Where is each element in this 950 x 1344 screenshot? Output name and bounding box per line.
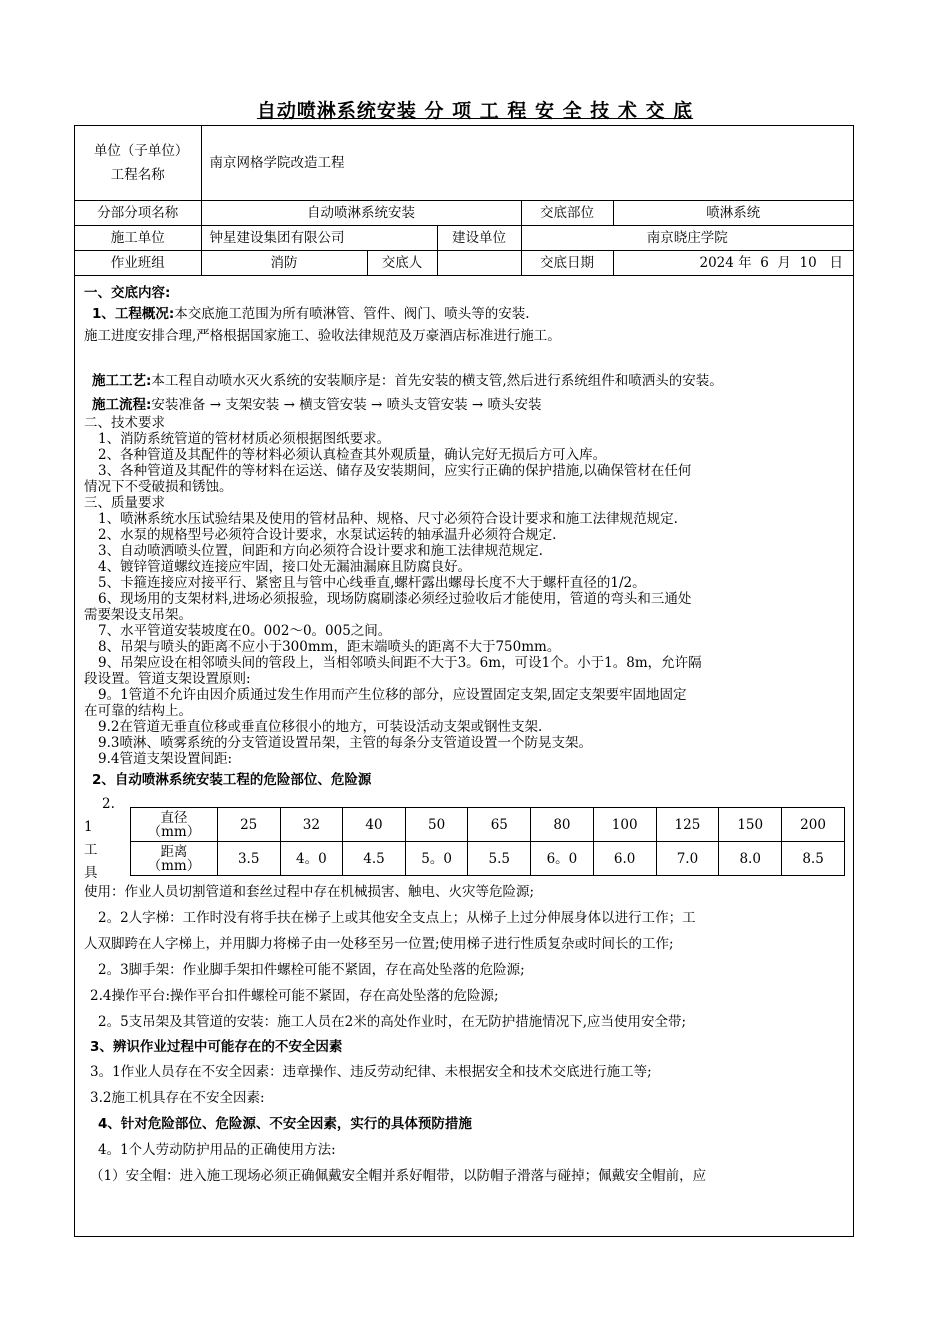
distance-cell: 4。0	[280, 842, 343, 876]
team-label: 作业班组	[75, 251, 201, 276]
tech-item: 2、各种管道及其配件的等材料必须认真检查其外观质量，确认完好无损后方可入库。	[98, 447, 607, 463]
diameter-cell: 100	[593, 808, 656, 842]
s3-line: 3.2施工机具存在不安全因素:	[90, 1090, 265, 1106]
distance-cell: 6。0	[531, 842, 594, 876]
diameter-cell: 125	[656, 808, 719, 842]
builder-label: 施工单位	[75, 226, 201, 251]
overview-line: 1、工程概况:本交底施工范围为所有喷淋管、管件、阀门、喷头等的安装.	[92, 306, 530, 322]
section-1-title: 一、交底内容:	[84, 285, 171, 301]
distance-label: 距离 （mm）	[131, 842, 218, 876]
distance-cell: 8.5	[782, 842, 845, 876]
hazard-line: 2。5支吊架及其管道的安装：施工人员在2米的高处作业时，在无防护措施情况下,应当使用安全带;	[98, 1014, 687, 1030]
owner-value: 南京晓庄学院	[521, 226, 853, 251]
diameter-label: 直径 （mm）	[131, 808, 218, 842]
quality-item: 段设置。管道支架设置原则:	[84, 671, 251, 687]
section-2-title: 2、自动喷淋系统安装工程的危险部位、危险源	[92, 772, 372, 788]
distance-cell: 7.0	[656, 842, 719, 876]
quality-item: 9、吊架应设在相邻喷头间的管段上，当相邻喷头间距不大于3。6m，可设1个。小于1。8m，允许隔	[98, 655, 702, 671]
diameter-cell: 65	[468, 808, 531, 842]
quality-item: 5、卡箍连接应对接平行、紧密且与管中心线垂直,螺杆露出螺母长度不大于螺杆直径的1/2。	[98, 575, 646, 591]
disclosure-form	[74, 125, 854, 1237]
diameter-cell: 25	[217, 808, 280, 842]
quality-item: 9.3喷淋、喷雾系统的分支管道设置吊架，主管的每条分支管道设置一个防晃支架。	[98, 735, 592, 751]
section-3-title: 3、辨识作业过程中可能存在的不安全因素	[90, 1039, 343, 1055]
diameter-cell: 80	[531, 808, 594, 842]
quality-item: 需要架设支吊架。	[84, 607, 192, 623]
owner-label: 建设单位	[437, 226, 521, 251]
distance-cell: 3.5	[217, 842, 280, 876]
quality-item: 在可靠的结构上。	[84, 703, 192, 719]
quality-item: 3、自动喷洒喷头位置，间距和方向必须符合设计要求和施工法律规范规定.	[98, 543, 543, 559]
diameter-cell: 150	[719, 808, 782, 842]
hazard-line: 人双脚跨在人字梯上，并用脚力将梯子由一处移至另一位置;使用梯子进行性质复杂或时间长的工作;	[84, 936, 674, 952]
discloser-value	[437, 251, 521, 276]
diameter-cell: 200	[782, 808, 845, 842]
s4-line: 4。1个人劳动防护用品的正确使用方法:	[98, 1142, 336, 1158]
part-label: 交底部位	[521, 201, 613, 226]
quality-item: 9。1管道不允许由因介质通过发生作用而产生位移的部分，应设置固定支架,固定支架要牢固地固定	[98, 687, 687, 703]
quality-item: 1、喷淋系统水压试验结果及使用的管材品种、规格、尺寸必须符合设计要求和施工法律规范规定.	[98, 511, 678, 527]
quality-item: 9.2在管道无垂直位移或垂直位移很小的地方，可装设活动支架或钢性支架.	[98, 719, 543, 735]
sub-value: 自动喷淋系统安装	[201, 201, 521, 226]
distance-cell: 4.5	[343, 842, 406, 876]
sub-label: 分部分项名称	[75, 201, 201, 226]
team-value: 消防	[201, 251, 367, 276]
tech-title: 二、技术要求	[84, 415, 165, 431]
quality-item: 4、镀锌管道螺纹连接应牢固，接口处无漏油漏麻且防腐良好。	[98, 559, 472, 575]
hazard-line: 2.4操作平台:操作平台扣件螺栓可能不紧固，存在高处坠落的危险源;	[90, 988, 499, 1004]
s4-line: （1）安全帽：进入施工现场必须正确佩戴安全帽并系好帽带，以防帽子滑落与碰掉；佩戴安全帽前，应	[90, 1168, 707, 1184]
diameter-cell: 40	[343, 808, 406, 842]
quality-item: 6、现场用的支架材料,进场必须报验，现场防腐刷漆必须经过验收后才能使用，管道的弯头和三通处	[98, 591, 692, 607]
document-title: 自动喷淋系统安装 分 项 工 程 安 全 技 术 交 底	[256, 100, 694, 122]
hazard-line: 2。2人字梯：工作时没有将手扶在梯子上或其他安全支点上；从梯子上过分伸展身体以进行工作；工	[98, 910, 696, 926]
quality-item: 7、水平管道安装坡度在0。002～0。005之间。	[98, 623, 392, 639]
hazard-line: 2。3脚手架：作业脚手架扣件螺栓可能不紧固，存在高处坠落的危险源;	[98, 962, 525, 978]
distance-cell: 6.0	[593, 842, 656, 876]
quality-item: 9.4管道支架设置间距:	[98, 751, 233, 767]
distance-cell: 8.0	[719, 842, 782, 876]
disclosure-content	[75, 282, 853, 1189]
craft-paragraph: 施工工艺:本工程自动喷水灭火系统的安装顺序是：首先安装的横支管,然后进行系统组件和喷洒头的安装。	[92, 373, 723, 389]
part-value: 喷淋系统	[613, 201, 853, 226]
tech-item: 情况下不受破损和锈蚀。	[84, 479, 233, 495]
builder-value: 钟星建设集团有限公司	[201, 226, 437, 251]
diameter-cell: 32	[280, 808, 343, 842]
support-spacing-table	[130, 807, 845, 876]
header-table	[75, 126, 853, 276]
distance-cell: 5.5	[468, 842, 531, 876]
diameter-cell: 50	[405, 808, 468, 842]
distance-cell: 5。0	[405, 842, 468, 876]
tech-item: 3、各种管道及其配件的等材料在运送、储存及安装期间，应实行正确的保护措施,以确保管材在任何	[98, 463, 692, 479]
s3-line: 3。1作业人员存在不安全因素：违章操作、违反劳动纪律、未根据安全和技术交底进行施工等;	[90, 1064, 652, 1080]
unit-label: 单位（子单位）工程名称	[75, 126, 201, 201]
spacing-table-block	[84, 793, 845, 879]
date-value: 2024 年 6 月 10 日	[613, 251, 853, 276]
discloser-label: 交底人	[367, 251, 437, 276]
hazard-line: 使用：作业人员切割管道和套丝过程中存在机械损害、触电、火灾等危险源;	[84, 884, 535, 900]
quality-title: 三、质量要求	[84, 495, 165, 511]
section-4-title: 4、针对危险部位、危险源、不安全因素，实行的具体预防措施	[98, 1116, 472, 1132]
quality-item: 2、水泵的规格型号必须符合设计要求，水泵试运转的轴承温升必须符合规定.	[98, 527, 557, 543]
tool-label: 2. 1 工 具	[84, 796, 115, 881]
unit-value: 南京网格学院改造工程	[201, 126, 853, 201]
overview-line-2: 施工进度安排合理,严格根据国家施工、验收法律规范及万豪酒店标准进行施工。	[84, 328, 561, 344]
flow-line: 施工流程:安装准备 → 支架安装 → 横支管安装 → 喷头支管安装 → 喷头安装	[92, 397, 542, 413]
quality-item: 8、吊架与喷头的距离不应小于300mm，距末端喷头的距离不大于750mm。	[98, 639, 561, 655]
date-label: 交底日期	[521, 251, 613, 276]
tech-item: 1、消防系统管道的管材材质必须根据图纸要求。	[98, 431, 391, 447]
